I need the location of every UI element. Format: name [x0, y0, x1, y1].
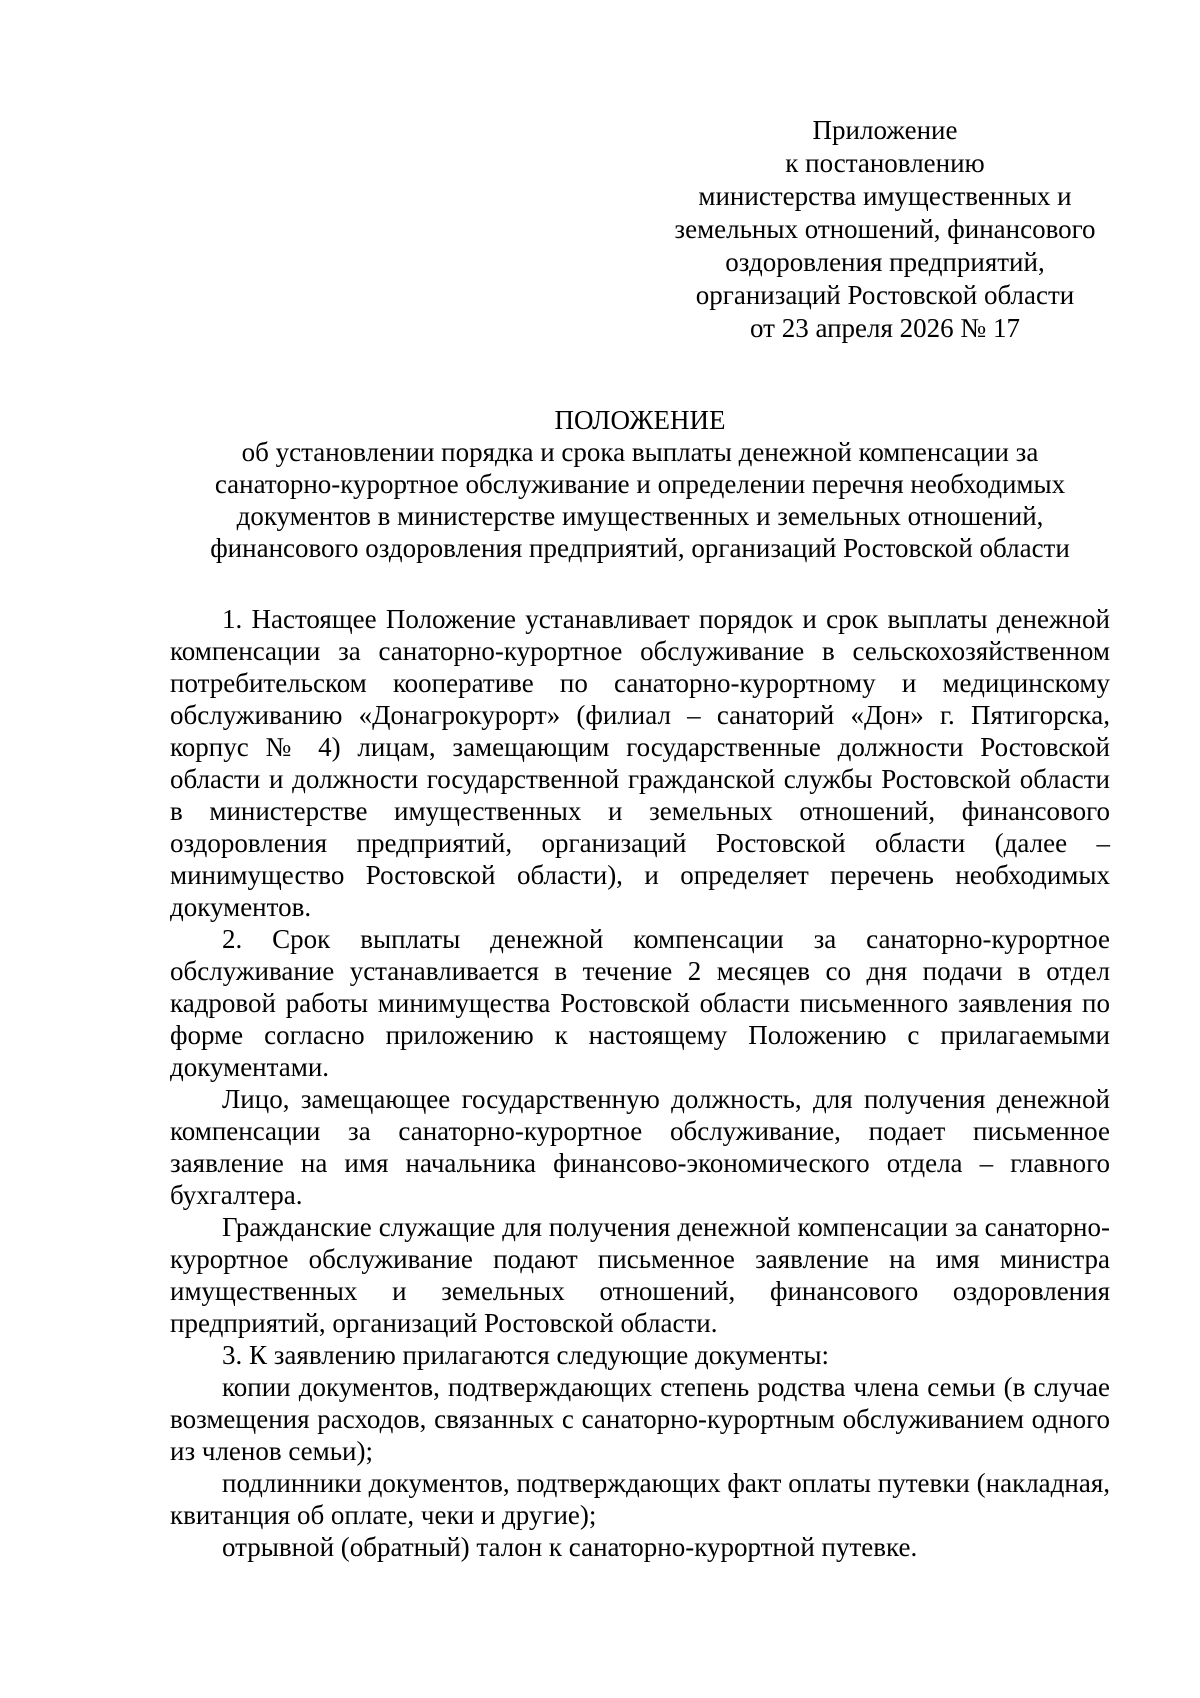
paragraph-civil-servants: Гражданские служащие для получения денежной компенсации за санаторно-курортное обслуживание подают письменное заявление на имя министра имущественных и земельных отношений, финансового оздоровления предприятий, организаций Ростовской области. [170, 1212, 1110, 1338]
appendix-line: министерства имущественных и [698, 181, 1072, 211]
title-line: санаторно-курортное обслуживание и определении перечня необходимых [214, 469, 1066, 499]
appendix-header [640, 114, 1130, 345]
appendix-line: оздоровления предприятий, [725, 247, 1045, 277]
document-body [170, 603, 1110, 1563]
document-title [140, 404, 1140, 564]
title-line: документов в министерстве имущественных и земельных отношений, [236, 501, 1044, 531]
title-line: об установлении порядка и срока выплаты денежной компенсации за [241, 437, 1039, 467]
appendix-line: Приложение [812, 115, 958, 145]
document-list-item: копии документов, подтверждающих степень родства члена семьи (в случае возмещения расходов, связанных с санаторно-курортным обслуживанием одного из членов семьи); [170, 1372, 1110, 1466]
title-line: финансового оздоровления предприятий, организаций Ростовской области [210, 533, 1070, 563]
appendix-date-number: от 23 апреля 2026 № 17 [750, 313, 1020, 343]
document-list-item: подлинники документов, подтверждающих факт оплаты путевки (накладная, квитанция об оплате, чеки и другие); [170, 1468, 1110, 1530]
title-heading: ПОЛОЖЕНИЕ [554, 405, 726, 435]
paragraph-2: 2. Срок выплаты денежной компенсации за санаторно-курортное обслуживание устанавливается в течение 2 месяцев со дня подачи в отдел кадровой работы минимущества Ростовской области письменного заявления по форме согласно приложению к настоящему Положению с прилагаемыми документами. [170, 924, 1110, 1082]
paragraph-1: 1. Настоящее Положение устанавливает порядок и срок выплаты денежной компенсации за санаторно-курортное обслуживание в сельскохозяйственном потребительском кооперативе по санаторно-курортному и медицинскому обслуживанию «Донагрокурорт» (филиал – санаторий «Дон» г. Пятигорска, корпус № 4) лицам, замещающим государственные должности Ростовской области и должности государственной гражданской службы Ростовской области в министерстве имущественных и земельных отношений, финансового оздоровления предприятий, организаций Ростовской области (далее – минимущество Ростовской области), и определяет перечень необходимых документов. [170, 604, 1110, 922]
appendix-line: к постановлению [785, 148, 985, 178]
paragraph-3: 3. К заявлению прилагаются следующие документы: [222, 1340, 830, 1370]
document-list-item: отрывной (обратный) талон к санаторно-курортной путевке. [222, 1532, 918, 1562]
paragraph-official: Лицо, замещающее государственную должность, для получения денежной компенсации за санаторно-курортное обслуживание, подает письменное заявление на имя начальника финансово-экономического отдела – главного бухгалтера. [170, 1084, 1110, 1210]
appendix-line: земельных отношений, финансового [674, 214, 1096, 244]
appendix-line: организаций Ростовской области [695, 280, 1075, 310]
